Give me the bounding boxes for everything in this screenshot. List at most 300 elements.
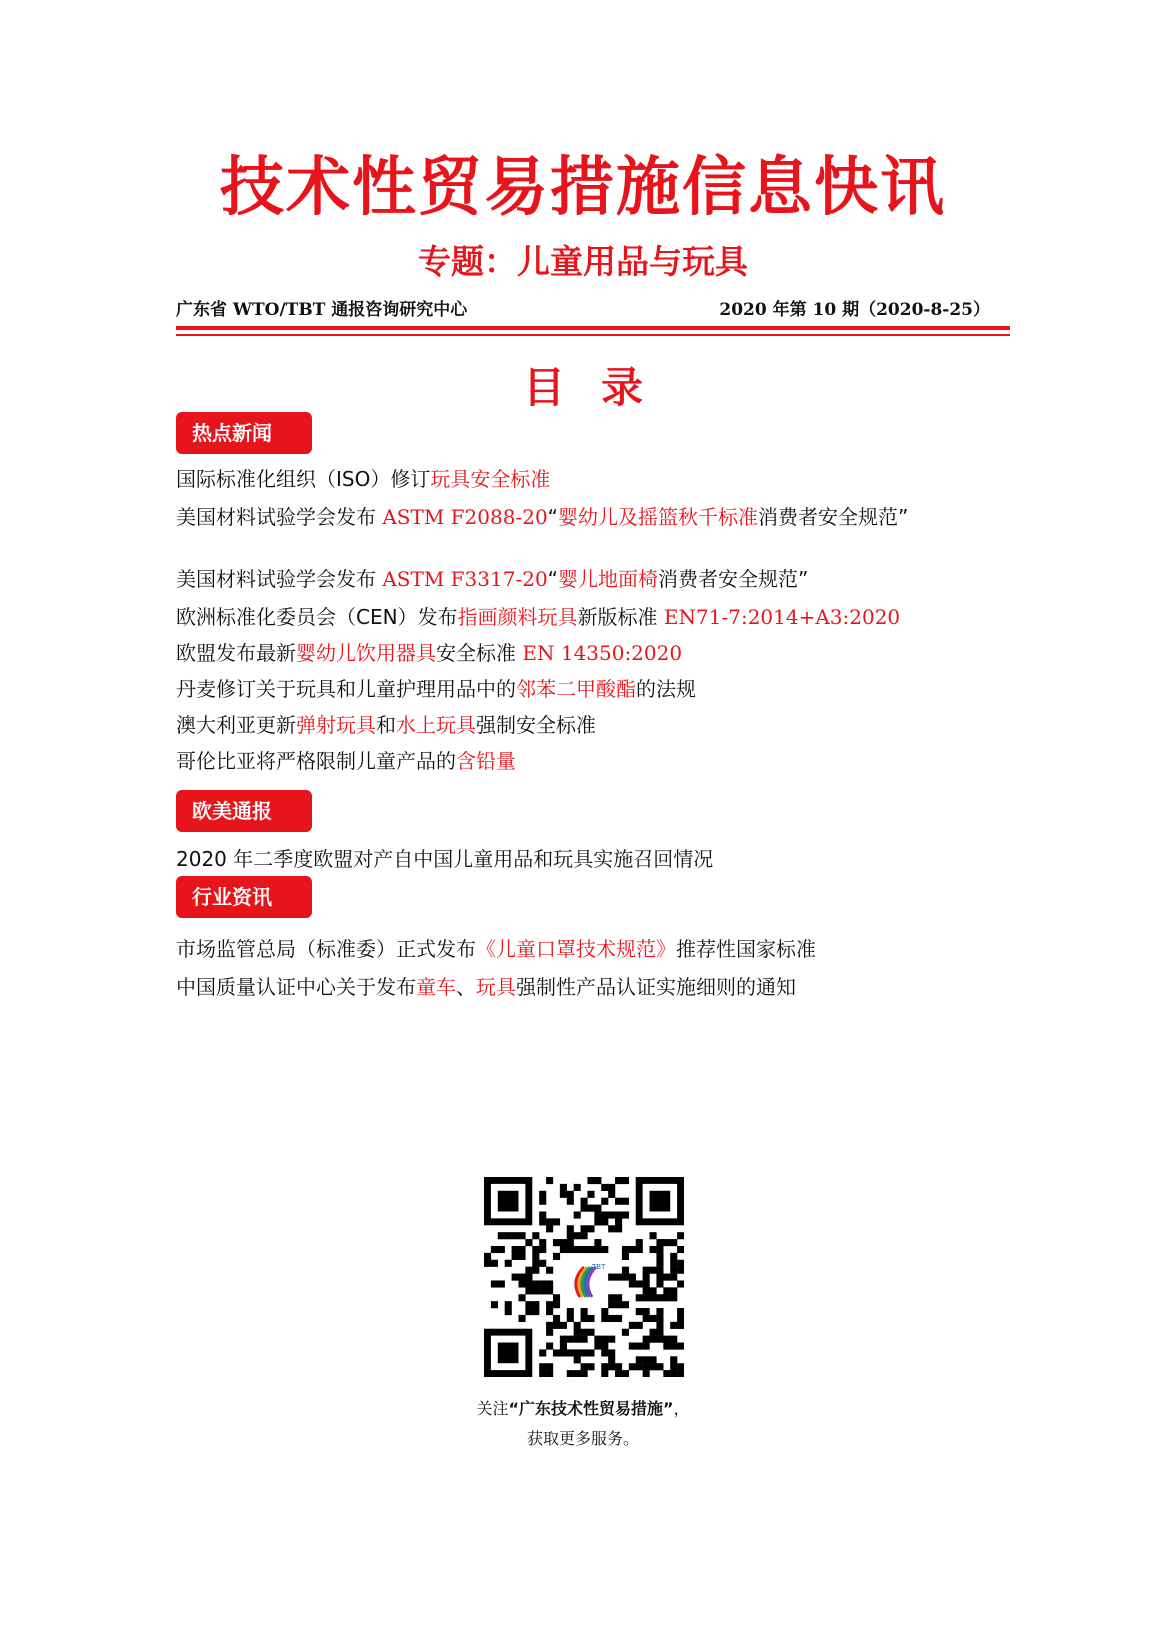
qr-module [512, 1232, 519, 1239]
qr-module [643, 1343, 650, 1350]
qr-module [656, 1294, 663, 1301]
qr-module [532, 1308, 539, 1315]
entry-text: 中国质量认证中心关于发布 [176, 975, 416, 999]
qr-module [567, 1315, 574, 1322]
qr-module [656, 1239, 663, 1246]
qr-module [546, 1343, 553, 1350]
qr-module [677, 1232, 684, 1239]
qr-module [581, 1308, 588, 1315]
qr-module [546, 1287, 553, 1294]
qr-module [615, 1301, 622, 1308]
qr-module [546, 1218, 553, 1225]
entry-text: 哥伦比亚将严格限制儿童产品的 [176, 749, 456, 773]
qr-module [629, 1280, 636, 1287]
qr-module [546, 1301, 553, 1308]
qr-module [491, 1246, 498, 1253]
qr-module [601, 1363, 608, 1370]
qr-module [525, 1274, 532, 1281]
qr-module [518, 1294, 525, 1301]
qr-module [615, 1274, 622, 1281]
qr-finder-inner [650, 1191, 671, 1212]
qr-module [581, 1315, 588, 1322]
qr-module [677, 1322, 684, 1329]
table-of-contents-heading: 目录 [522, 363, 679, 412]
qr-module [560, 1239, 567, 1246]
entry-text: 强制安全标准 [476, 713, 596, 737]
qr-module [567, 1308, 574, 1315]
qr-module [629, 1363, 636, 1370]
qr-module [656, 1267, 663, 1274]
qr-module [608, 1225, 615, 1232]
qr-module [622, 1253, 629, 1260]
entry-text: 安全标准 [436, 641, 523, 665]
qr-module [677, 1260, 684, 1267]
qr-module [587, 1177, 594, 1184]
qr-module [608, 1191, 615, 1198]
qr-module [629, 1274, 636, 1281]
qr-module [615, 1370, 622, 1377]
toc-entry[interactable] [176, 566, 996, 592]
qr-code [484, 1177, 684, 1377]
highlighted-keyword: 童车 [416, 975, 456, 999]
qr-module [656, 1246, 663, 1253]
header-divider-thick [176, 326, 1010, 330]
qr-module [574, 1349, 581, 1356]
qr-module [615, 1315, 622, 1322]
qr-module [518, 1280, 525, 1287]
qr-module [594, 1239, 601, 1246]
qr-module [670, 1322, 677, 1329]
qr-module [677, 1343, 684, 1350]
entry-text: 消费者安全规范” [758, 505, 909, 529]
qr-module [574, 1232, 581, 1239]
qr-module [608, 1294, 615, 1301]
qr-module [622, 1177, 629, 1184]
qr-module [567, 1191, 574, 1198]
qr-module [560, 1322, 567, 1329]
qr-module [636, 1308, 643, 1315]
qr-module [670, 1370, 677, 1377]
entry-text: 和 [376, 713, 396, 737]
qr-module [491, 1301, 498, 1308]
qr-module [636, 1343, 643, 1350]
entry-text: 国际标准化组织（ISO）修订 [176, 467, 431, 491]
qr-finder-inner [498, 1343, 519, 1364]
qr-module [539, 1198, 546, 1205]
qr-module [560, 1246, 567, 1253]
qr-module [615, 1177, 622, 1184]
qr-module [601, 1370, 608, 1377]
qr-module [581, 1246, 588, 1253]
qr-module [525, 1287, 532, 1294]
qr-module [663, 1370, 670, 1377]
topic-subtitle: 专题：儿童用品与玩具 [418, 242, 748, 281]
qr-module [594, 1246, 601, 1253]
qr-module [601, 1343, 608, 1350]
qr-module [601, 1211, 608, 1218]
qr-module [622, 1198, 629, 1205]
qr-module [532, 1253, 539, 1260]
highlighted-keyword: 玩具 [476, 975, 516, 999]
qr-module [587, 1349, 594, 1356]
qr-module [594, 1218, 601, 1225]
caption-suffix: ， [673, 1399, 690, 1418]
qr-module [643, 1274, 650, 1281]
highlighted-keyword: EN 14350:2020 [522, 641, 683, 665]
qr-module [594, 1336, 601, 1343]
qr-module [670, 1274, 677, 1281]
qr-module [643, 1267, 650, 1274]
qr-finder-inner [498, 1191, 519, 1212]
toc-entry[interactable] [176, 604, 996, 630]
qr-module [608, 1315, 615, 1322]
qr-module [532, 1260, 539, 1267]
qr-module [546, 1225, 553, 1232]
qr-module [539, 1239, 546, 1246]
qr-module [484, 1253, 491, 1260]
qr-module [608, 1211, 615, 1218]
qr-module [677, 1363, 684, 1370]
qr-module [643, 1315, 650, 1322]
qr-module [670, 1363, 677, 1370]
qr-module [615, 1211, 622, 1218]
qr-module [643, 1294, 650, 1301]
qr-module [615, 1294, 622, 1301]
qr-module [663, 1343, 670, 1350]
qr-module [518, 1274, 525, 1281]
qr-module [601, 1198, 608, 1205]
qr-module [643, 1280, 650, 1287]
qr-module [622, 1329, 629, 1336]
qr-module [546, 1267, 553, 1274]
toc-entry[interactable] [176, 640, 996, 666]
qr-module [553, 1294, 560, 1301]
qr-module [498, 1232, 505, 1239]
qr-module [636, 1294, 643, 1301]
qr-module [567, 1232, 574, 1239]
qr-module [670, 1336, 677, 1343]
qr-module [574, 1211, 581, 1218]
qr-module [643, 1370, 650, 1377]
qr-module [532, 1301, 539, 1308]
qr-module [656, 1308, 663, 1315]
entry-text: 欧洲标准化委员会（CEN）发布 [176, 605, 458, 629]
entry-text: 丹麦修订关于玩具和儿童护理用品中的 [176, 677, 516, 701]
qr-module [553, 1253, 560, 1260]
qr-module [518, 1253, 525, 1260]
qr-module [560, 1191, 567, 1198]
qr-module [677, 1280, 684, 1287]
qr-module [581, 1349, 588, 1356]
qr-module [656, 1274, 663, 1281]
qr-module [663, 1287, 670, 1294]
qr-module [491, 1280, 498, 1287]
qr-module [643, 1363, 650, 1370]
qr-module [553, 1218, 560, 1225]
highlighted-keyword: ASTM F2088-20 [382, 505, 548, 529]
qr-module [650, 1246, 657, 1253]
header-divider-thin [176, 334, 1010, 336]
qr-module [539, 1260, 546, 1267]
qr-module [656, 1322, 663, 1329]
qr-module [553, 1322, 560, 1329]
qr-module [594, 1205, 601, 1212]
qr-module [546, 1363, 553, 1370]
entry-text: “ [547, 567, 559, 591]
highlighted-keyword: 婴幼儿饮用器具 [296, 641, 436, 665]
qr-module [512, 1253, 519, 1260]
qr-module [546, 1280, 553, 1287]
qr-module [601, 1349, 608, 1356]
qr-module [670, 1294, 677, 1301]
qr-module [650, 1329, 657, 1336]
entry-text: 推荐性国家标准 [676, 937, 816, 961]
qr-module [594, 1343, 601, 1350]
qr-module [594, 1177, 601, 1184]
tbt-logo-text: TBT [592, 1263, 606, 1271]
qr-module [636, 1356, 643, 1363]
qr-module [587, 1225, 594, 1232]
toc-entry[interactable] [176, 974, 996, 1000]
qr-module [539, 1349, 546, 1356]
entry-text: 美国材料试验学会发布 [176, 567, 383, 591]
qr-module [587, 1315, 594, 1322]
qr-module [567, 1349, 574, 1356]
qr-module [650, 1232, 657, 1239]
toc-entry[interactable] [176, 466, 996, 492]
qr-module [512, 1274, 519, 1281]
qr-module [553, 1349, 560, 1356]
qr-module [587, 1363, 594, 1370]
qr-module [622, 1301, 629, 1308]
highlighted-keyword: 含铅量 [456, 749, 516, 773]
qr-module [498, 1246, 505, 1253]
qr-module [601, 1315, 608, 1322]
qr-module [670, 1260, 677, 1267]
highlighted-keyword: 指画颜料玩具 [457, 605, 578, 629]
qr-module [622, 1267, 629, 1274]
qr-module [574, 1356, 581, 1363]
qr-module [546, 1177, 553, 1184]
qr-module [587, 1329, 594, 1336]
qr-module [581, 1363, 588, 1370]
qr-module [574, 1246, 581, 1253]
qr-module [567, 1336, 574, 1343]
qr-module [643, 1356, 650, 1363]
entry-text: 美国材料试验学会发布 [176, 505, 383, 529]
qr-module [650, 1287, 657, 1294]
qr-module [587, 1205, 594, 1212]
qr-module [553, 1301, 560, 1308]
qr-module [636, 1246, 643, 1253]
qr-module [663, 1294, 670, 1301]
qr-module [656, 1260, 663, 1267]
qr-module [525, 1301, 532, 1308]
qr-module [615, 1363, 622, 1370]
highlighted-keyword: ASTM F3317-20 [382, 567, 548, 591]
qr-module [567, 1239, 574, 1246]
qr-module [670, 1287, 677, 1294]
qr-module [574, 1370, 581, 1377]
qr-module [608, 1356, 615, 1363]
qr-module [587, 1191, 594, 1198]
toc-entry[interactable] [176, 936, 996, 962]
qr-module [518, 1315, 525, 1322]
qr-module [608, 1301, 615, 1308]
qr-module [608, 1184, 615, 1191]
qr-module [532, 1232, 539, 1239]
entry-text: “ [547, 505, 559, 529]
highlighted-keyword: 水上玩具 [396, 713, 476, 737]
qr-module [539, 1363, 546, 1370]
qr-module [567, 1225, 574, 1232]
qr-module [560, 1184, 567, 1191]
qr-module [491, 1260, 498, 1267]
qr-module [587, 1246, 594, 1253]
qr-module [636, 1280, 643, 1287]
qr-module [505, 1301, 512, 1308]
qr-module [670, 1253, 677, 1260]
qr-module [629, 1343, 636, 1350]
section-badge: 欧美通报 [176, 790, 312, 832]
qr-module [601, 1246, 608, 1253]
qr-module [532, 1287, 539, 1294]
qr-module [560, 1349, 567, 1356]
qr-module [546, 1322, 553, 1329]
entry-text: 强制性产品认证实施细则的通知 [516, 975, 796, 999]
qr-module [601, 1336, 608, 1343]
qr-module [581, 1205, 588, 1212]
qr-module [670, 1343, 677, 1350]
qr-module [581, 1225, 588, 1232]
qr-module [505, 1232, 512, 1239]
qr-module [643, 1308, 650, 1315]
qr-module [539, 1287, 546, 1294]
qr-module [622, 1246, 629, 1253]
qr-module [581, 1198, 588, 1205]
qr-module [650, 1336, 657, 1343]
toc-entry[interactable] [176, 748, 996, 774]
qr-module [650, 1356, 657, 1363]
publisher-name: 广东省 WTO/TBT 通报咨询研究中心 [176, 300, 468, 320]
qr-module [656, 1253, 663, 1260]
qr-module [622, 1370, 629, 1377]
qr-module [608, 1274, 615, 1281]
qr-module [539, 1191, 546, 1198]
qr-module [581, 1329, 588, 1336]
qr-module [622, 1274, 629, 1281]
qr-module [532, 1280, 539, 1287]
qr-module [484, 1260, 491, 1267]
qr-module [539, 1246, 546, 1253]
toc-entry[interactable] [176, 504, 996, 530]
qr-module [567, 1370, 574, 1377]
qr-module [539, 1370, 546, 1377]
wechat-account-name: “广东技术性贸易措施” [508, 1399, 674, 1418]
qr-module [525, 1308, 532, 1315]
qr-module [574, 1329, 581, 1336]
qr-module [574, 1322, 581, 1329]
qr-module [608, 1349, 615, 1356]
qr-module [656, 1336, 663, 1343]
qr-module [650, 1315, 657, 1322]
qr-module [518, 1246, 525, 1253]
highlighted-keyword: 玩具安全标准 [430, 467, 551, 491]
caption-prefix: 关注 [476, 1399, 509, 1418]
qr-module [594, 1211, 601, 1218]
qr-module [560, 1336, 567, 1343]
entry-text: 、 [456, 975, 476, 999]
qr-module [670, 1267, 677, 1274]
qr-module [581, 1232, 588, 1239]
qr-module [670, 1356, 677, 1363]
highlighted-keyword: 婴幼儿及摇篮秋千标准 [558, 505, 759, 529]
entry-text: 新版标准 [577, 605, 664, 629]
section-badge: 热点新闻 [176, 412, 312, 454]
qr-module [636, 1363, 643, 1370]
qr-module [608, 1363, 615, 1370]
qr-module [636, 1322, 643, 1329]
qr-module [636, 1239, 643, 1246]
qr-module [525, 1280, 532, 1287]
qr-module [532, 1246, 539, 1253]
issue-number: 2020 年第 10 期（2020-8-25） [719, 300, 990, 320]
qr-module [643, 1336, 650, 1343]
qr-module [663, 1336, 670, 1343]
newsletter-title: 技术性贸易措施信息快讯 [220, 151, 946, 225]
qr-module [677, 1246, 684, 1253]
highlighted-keyword: 《儿童口罩技术规范》 [476, 937, 676, 961]
qr-module [656, 1315, 663, 1322]
qr-module [539, 1218, 546, 1225]
qr-module [567, 1198, 574, 1205]
section-badge: 行业资讯 [176, 876, 312, 918]
entry-text: 消费者安全规范” [658, 567, 809, 591]
qr-module [539, 1211, 546, 1218]
qr-module [677, 1370, 684, 1377]
qr-module [650, 1294, 657, 1301]
qr-module [574, 1336, 581, 1343]
toc-entry[interactable] [176, 676, 996, 702]
entry-text: 的法规 [636, 677, 696, 701]
qr-module [629, 1322, 636, 1329]
qr-module [532, 1267, 539, 1274]
qr-module [581, 1336, 588, 1343]
qr-module [615, 1218, 622, 1225]
qr-module [505, 1260, 512, 1267]
qr-module [677, 1308, 684, 1315]
entry-text: 市场监管总局（标准委）正式发布 [176, 937, 476, 961]
qr-module [656, 1363, 663, 1370]
qr-module [622, 1211, 629, 1218]
qr-module [574, 1184, 581, 1191]
qr-module [553, 1315, 560, 1322]
toc-entry[interactable] [176, 846, 996, 872]
qr-module [546, 1329, 553, 1336]
qr-module [663, 1274, 670, 1281]
highlighted-keyword: EN71-7:2014+A3:2020 [663, 605, 901, 629]
qr-module [539, 1280, 546, 1287]
qr-module [677, 1315, 684, 1322]
qr-module [608, 1336, 615, 1343]
toc-entry[interactable] [176, 712, 996, 738]
follow-caption [0, 1398, 1166, 1420]
qr-module [643, 1287, 650, 1294]
qr-module [525, 1267, 532, 1274]
entry-text: 欧盟发布最新 [176, 641, 296, 665]
qr-module [560, 1343, 567, 1350]
qr-module [663, 1239, 670, 1246]
